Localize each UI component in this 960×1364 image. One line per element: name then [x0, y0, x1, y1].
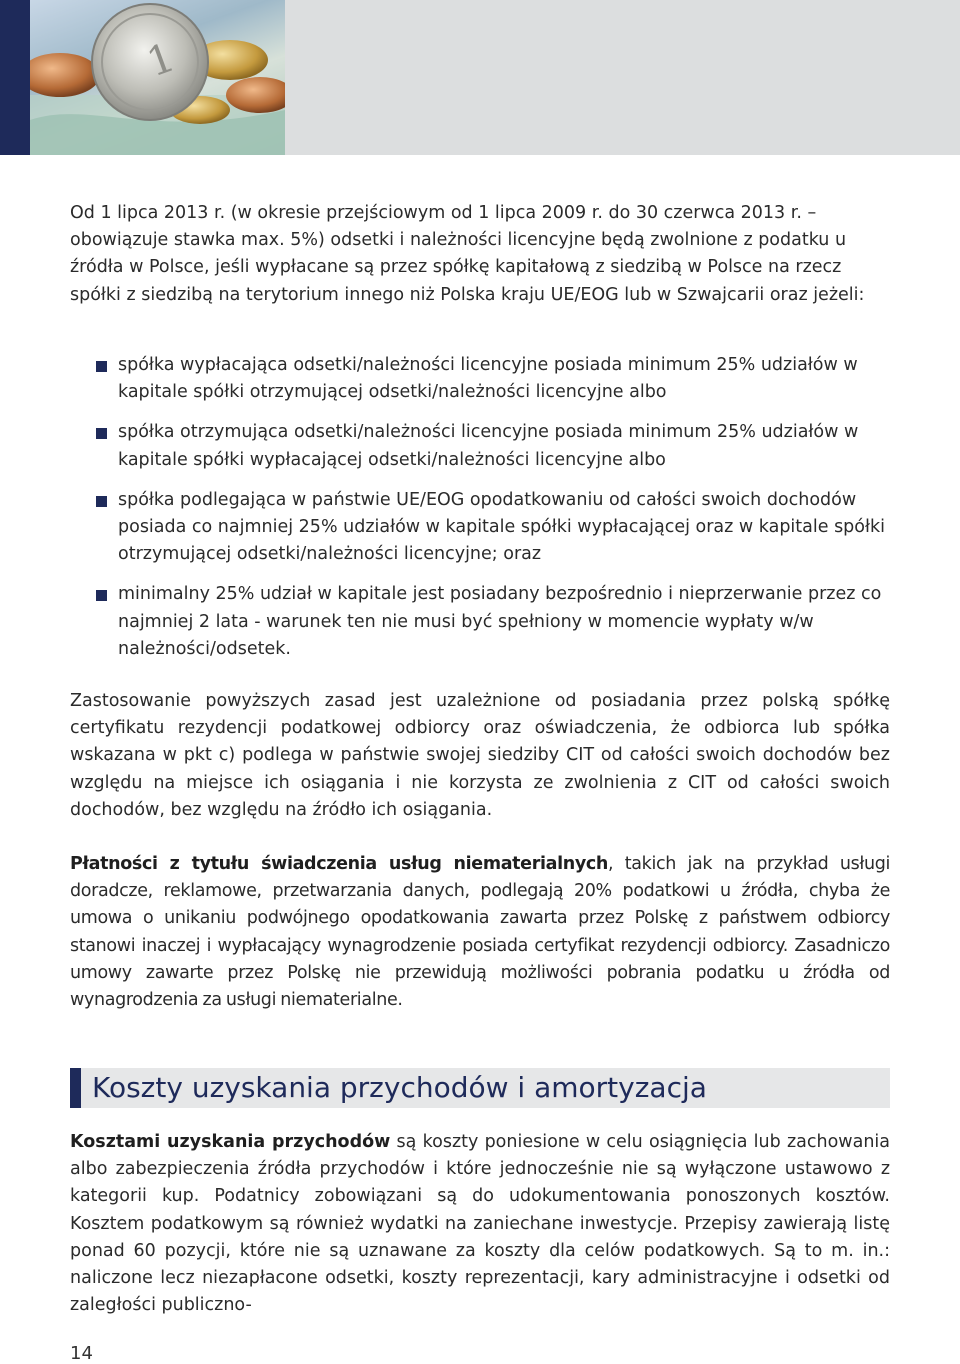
services-bold-lead: Płatności z tytułu świadczenia usług niematerialnych: [70, 854, 609, 874]
intro-paragraph: Od 1 lipca 2013 r. (w okresie przejściowym od 1 lipca 2009 r. do 30 czerwca 2013 r. – obowiązuje stawka max. 5%) odsetki i należności licencyjne będą zwolnione z podatku u źródła w Polsce, jeśli wypłacane są przez spółkę kapitałową z siedzibą w Polsce na rzecz spółki z siedzibą na terytorium innego niż Polska kraju UE/EOG lub w Szwajcarii oraz jeżeli:: [70, 203, 865, 305]
header-gray-panel: [285, 0, 960, 155]
application-paragraph: Zastosowanie powyższych zasad jest uzależnione od posiadania przez polską spółkę certyfikatu rezydencji podatkowej odbiorcy oraz oświadczenia, że odbiorca lub spółka wskazana w pkt c) podlega w państwie swojej siedziby CIT od całości swoich dochodów bez względu na miejsce ich osiągania i nie korzysta ze zwolnienia z CIT od całości swoich dochodów, bez względu na źródło ich osiągania.: [70, 691, 890, 820]
costs-paragraph: [70, 1129, 890, 1319]
section-heading-bar: [70, 1068, 81, 1108]
section-heading: [70, 1068, 890, 1108]
section-title: Koszty uzyskania przychodów i amortyzacja: [92, 1071, 707, 1104]
square-bullet-icon: [96, 496, 107, 507]
conditions-list: [96, 352, 892, 663]
list-item-text: spółka otrzymująca odsetki/należności licencyjne posiada minimum 25% udziałów w kapitale spółki wypłacającej odsetki/należności licencyjne albo: [118, 422, 859, 470]
coins-illustration: [30, 0, 285, 155]
svg-text:1: 1: [141, 34, 181, 87]
header-banner: [0, 0, 960, 155]
list-item: [96, 352, 892, 406]
list-item: [96, 419, 892, 473]
square-bullet-icon: [96, 361, 107, 372]
square-bullet-icon: [96, 590, 107, 601]
costs-bold-lead: Kosztami uzyskania przychodów: [70, 1132, 391, 1152]
header-navy-bar: [0, 0, 30, 155]
square-bullet-icon: [96, 428, 107, 439]
list-item-text: spółka podlegająca w państwie UE/EOG opodatkowaniu od całości swoich dochodów posiada co najmniej 25% udziałów w kapitale spółki wypłacającej oraz w kapitale spółki otrzymującej odsetki/należności licencyjne; oraz: [118, 489, 885, 565]
list-item: [96, 487, 892, 569]
coins-photo: [30, 0, 285, 155]
list-item-text: minimalny 25% udział w kapitale jest posiadany bezpośrednio i nieprzerwanie przez co najmniej 2 lata - warunek ten nie musi być spełniony w momencie wypłaty w/w należności/odsetek.: [118, 584, 882, 659]
list-item: [96, 581, 892, 663]
services-paragraph: [70, 851, 890, 1014]
list-item-text: spółka wypłacająca odsetki/należności licencyjne posiada minimum 25% udziałów w kapitale spółki otrzymującej odsetki/należności licencyjne albo: [118, 355, 858, 403]
services-body: , takich jak na przykład usługi doradcze, reklamowe, przetwarzania danych, podlegają 20% podatkowi u źródła, chyba że umowa o unikaniu podwójnego opodatkowania zawarta przez Polskę z państwem odbiorcy stanowi inaczej i wypłacający wynagrodzenie posiada certyfikat rezydencji odbiorcy. Zasadniczo umowy zawarte przez Polskę nie przewidują możliwości pobrania podatku u źródła od wynagrodzenia za usługi niematerialne.: [70, 854, 891, 1011]
page-number: 14: [70, 1343, 93, 1364]
costs-body: są koszty poniesione w celu osiągnięcia lub zachowania albo zabezpieczenia źródła przychodów i które jednocześnie nie są wyłączone ustawowo z kategorii kup. Podatnicy zobowiązani są do udokumentowania ponoszonych kosztów. Kosztem podatkowym są również wydatki na zaniechane inwestycje. Przepisy zawierają listę ponad 60 pozycji, które nie są uznawane za koszty dla celów podatkowych. Są to m. in.: naliczone lecz niezapłacone odsetki, koszty reprezentacji, kary administracyjne i odsetki od zaległości publiczno-: [70, 1132, 890, 1316]
